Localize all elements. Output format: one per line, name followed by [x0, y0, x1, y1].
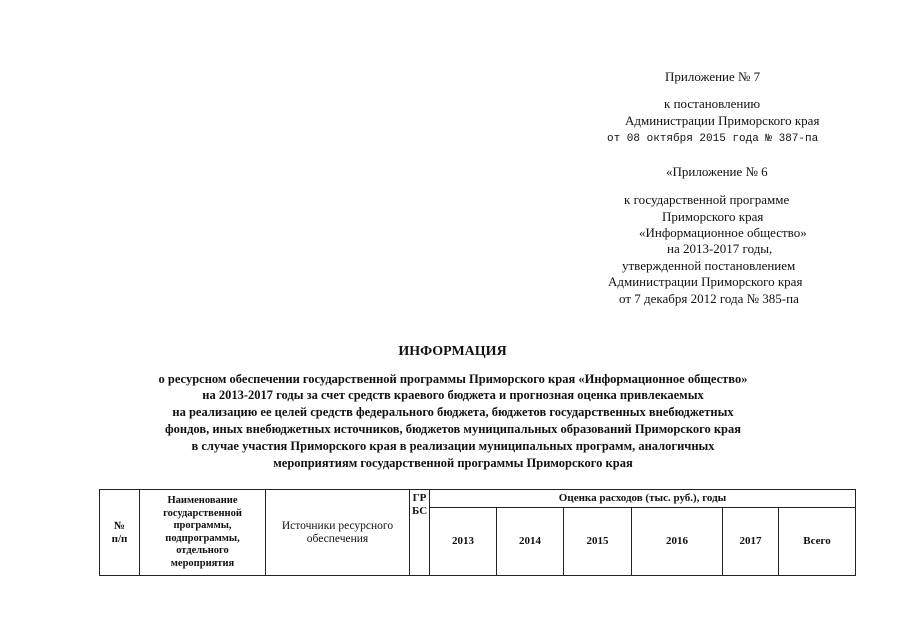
resolution-date: от 08 октября 2015 года № 387-па	[607, 133, 819, 145]
approved-label: утвержденной постановлением	[622, 258, 796, 273]
subtitle-line-1: о ресурсном обеспечении государственной программы Приморского края «Информационное общество»	[158, 372, 748, 386]
subtitle-line-3: на реализацию ее целей средств федерального бюджета, бюджетов государственных внебюджетных	[172, 405, 734, 419]
administration-label: Администрации Приморского края	[625, 113, 820, 128]
subtitle-line-4: фондов, иных внебюджетных источников, бюджетов муниципальных образований Приморского края	[164, 422, 742, 436]
original-administration-label: Администрации Приморского края	[608, 274, 803, 289]
header-sources: Источники ресурсного обеспечения	[266, 490, 410, 576]
resource-table	[99, 489, 856, 576]
subtitle-line-2: на 2013-2017 годы за счет средств краевого бюджета и прогнозная оценка привлекаемых	[202, 388, 704, 402]
region-label: Приморского края	[662, 209, 764, 224]
to-resolution-label: к постановлению	[664, 96, 761, 111]
header-name: Наименование государственной программы, подпрограммы, отдельного мероприятия	[140, 490, 266, 576]
to-program-label: к государственной программе	[624, 192, 790, 207]
appendix-number: Приложение № 7	[665, 69, 761, 84]
header-year-2015: 2015	[564, 508, 632, 576]
header-year-2014: 2014	[497, 508, 564, 576]
subtitle-line-5: в случае участия Приморского края в реализации муниципальных программ, аналогичных	[191, 439, 715, 453]
header-year-2017: 2017	[723, 508, 779, 576]
program-years: на 2013-2017 годы,	[667, 241, 773, 256]
subtitle-line-6: мероприятиям государственной программы Приморского края	[273, 456, 633, 470]
header-year-2016: 2016	[632, 508, 723, 576]
header-total: Всего	[779, 508, 856, 576]
header-estimate-group: Оценка расходов (тыс. руб.), годы	[430, 490, 856, 508]
original-resolution-date: от 7 декабря 2012 года № 385-па	[619, 291, 799, 306]
program-name: «Информационное общество»	[639, 225, 807, 240]
document-title: ИНФОРМАЦИЯ	[398, 344, 507, 359]
header-year-2013: 2013	[430, 508, 497, 576]
header-number: № п/п	[100, 490, 140, 576]
header-grbs: ГР БС	[410, 490, 430, 576]
original-appendix-number: «Приложение № 6	[666, 164, 768, 179]
